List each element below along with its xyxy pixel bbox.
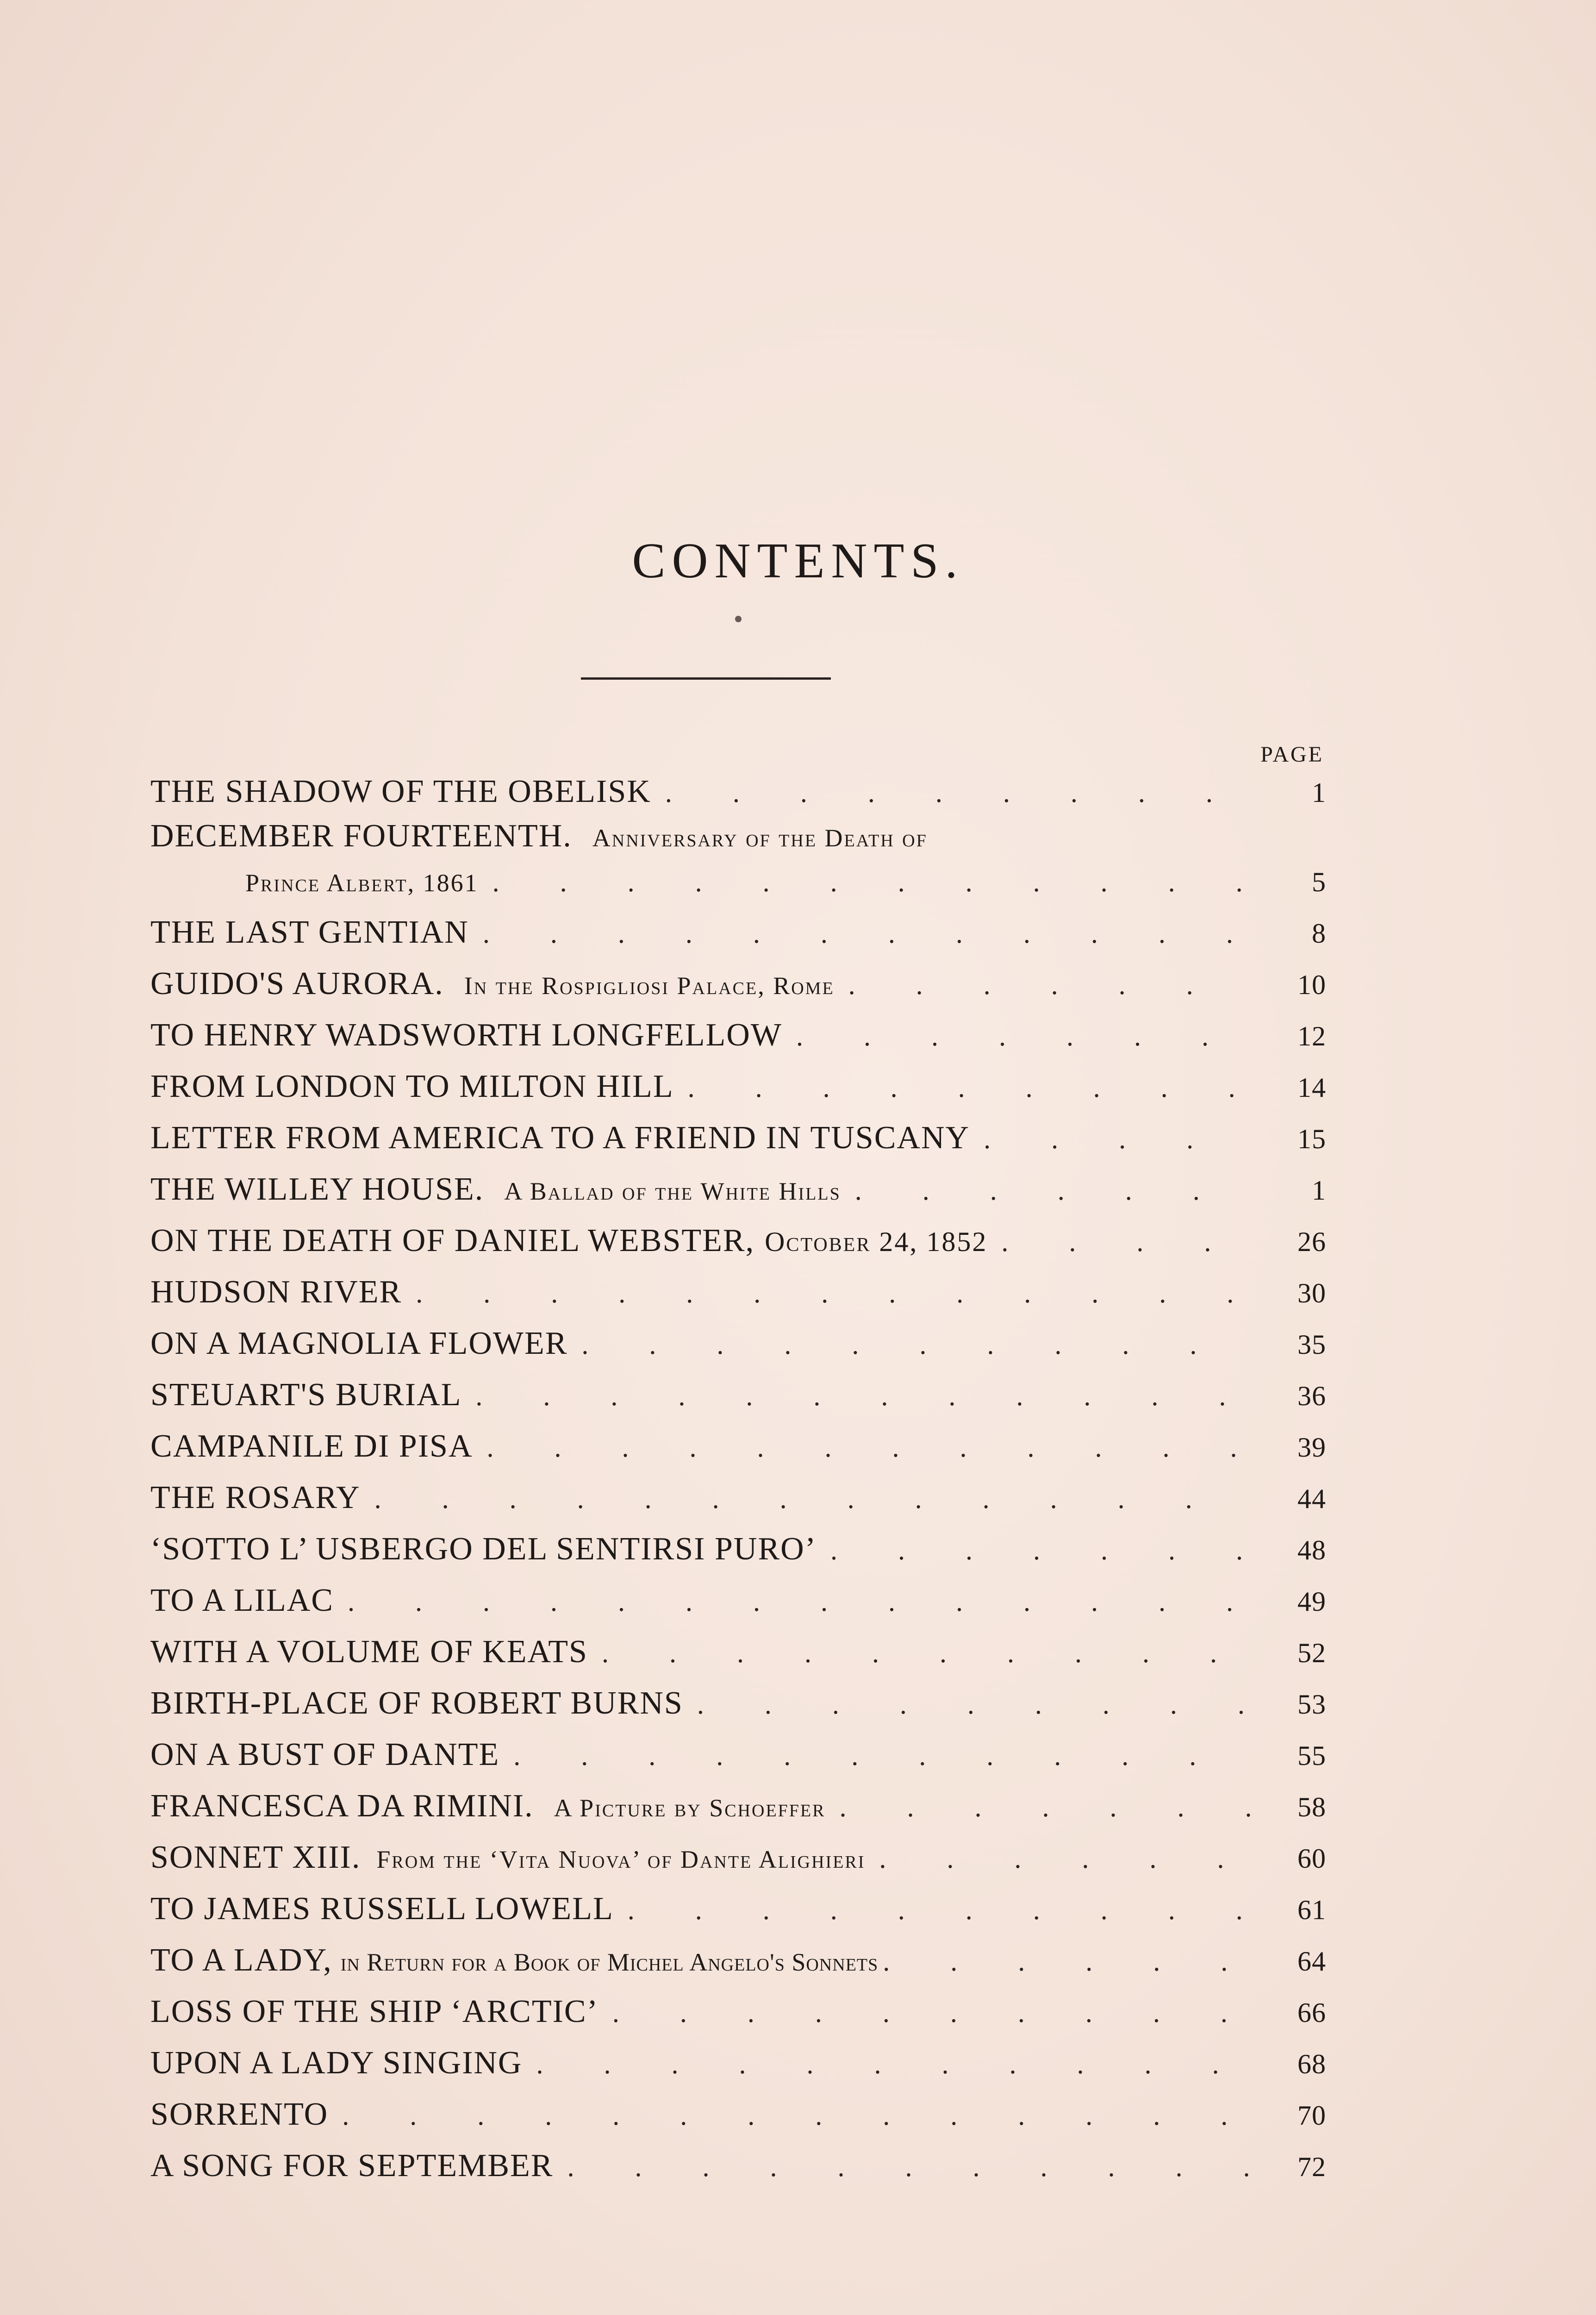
- dot-leader: [1001, 1216, 1252, 1268]
- entry-title: THE LAST GENTIAN: [150, 914, 469, 950]
- dot-leader: [536, 2039, 1253, 2090]
- entry-subtitle: in Return for a Book of Michel Angelo's Sonnets: [340, 1948, 879, 1976]
- entry-title: LOSS OF THE SHIP ‘ARCTIC’: [150, 1994, 598, 2029]
- toc-entry: [150, 907, 1326, 958]
- entry-title: BIRTH-PLACE OF ROBERT BURNS: [150, 1685, 683, 1721]
- dot-leader: [628, 1884, 1252, 1936]
- toc-entry: [150, 1626, 1326, 1677]
- dot-leader: [688, 1062, 1252, 1114]
- entry-page: 12: [1297, 1021, 1326, 1051]
- dot-leader: [665, 770, 1252, 816]
- toc-entry: [150, 1009, 1326, 1061]
- entry-title: SONNET XIII.: [150, 1839, 361, 1875]
- toc-entry: [150, 1164, 1326, 1215]
- entry-title: HUDSON RIVER: [150, 1274, 402, 1310]
- entry-page: 8: [1312, 918, 1326, 949]
- dot-leader: [487, 1422, 1252, 1473]
- entry-page: 10: [1297, 970, 1326, 1000]
- dot-leader: [848, 959, 1252, 1011]
- entry-page: 72: [1297, 2152, 1326, 2182]
- entry-page: 58: [1297, 1792, 1326, 1822]
- entry-title: LETTER FROM AMERICA TO A FRIEND IN TUSCANY: [150, 1120, 970, 1156]
- dot-leader: [879, 1833, 1252, 1884]
- entry-title: FROM LONDON TO MILTON HILL: [150, 1069, 674, 1104]
- entry-subtitle-continued: Prince Albert, 1861: [245, 869, 479, 897]
- toc-entry: [150, 1934, 1326, 1986]
- entry-page: 66: [1297, 1997, 1326, 2028]
- entry-page: 53: [1297, 1689, 1326, 1720]
- dot-leader: [984, 1114, 1252, 1165]
- toc-entry: [150, 1729, 1326, 1780]
- dot-leader: [697, 1679, 1252, 1730]
- entry-page: 70: [1297, 2100, 1326, 2131]
- contents-list: [150, 769, 1326, 2191]
- entry-page: 14: [1297, 1072, 1326, 1103]
- entry-title: ON A MAGNOLIA FLOWER: [150, 1326, 568, 1361]
- entry-title: DECEMBER FOURTEENTH.: [150, 818, 572, 854]
- entry-title: ON THE DEATH OF DANIEL WEBSTER,: [150, 1223, 755, 1258]
- entry-page: 55: [1297, 1740, 1326, 1771]
- toc-entry: [150, 2140, 1326, 2191]
- entry-page: 68: [1297, 2049, 1326, 2079]
- dot-leader: [513, 1730, 1252, 1782]
- toc-entry: [150, 958, 1326, 1009]
- entry-page: 64: [1297, 1946, 1326, 1977]
- entry-page: 1: [1312, 1175, 1326, 1206]
- entry-title: THE WILLEY HOUSE.: [150, 1171, 484, 1207]
- toc-entry: [150, 1369, 1326, 1420]
- entry-page: 61: [1297, 1895, 1326, 1925]
- page-column-label: PAGE: [1260, 742, 1324, 767]
- toc-entry: [150, 1215, 1326, 1266]
- entry-title: FRANCESCA DA RIMINI.: [150, 1788, 534, 1824]
- entry-title: SORRENTO: [150, 2096, 329, 2132]
- entry-title: TO HENRY WADSWORTH LONGFELLOW: [150, 1017, 782, 1053]
- entry-page: 26: [1297, 1226, 1326, 1257]
- toc-entry: [150, 1112, 1326, 1164]
- dot-leader: [840, 1782, 1253, 1833]
- entry-title: GUIDO'S AURORA.: [150, 966, 444, 1001]
- toc-entry: [150, 1318, 1326, 1369]
- toc-entry: [150, 1523, 1326, 1575]
- entry-page: 30: [1297, 1278, 1326, 1308]
- toc-entry: [150, 1575, 1326, 1626]
- dot-leader: [612, 1987, 1252, 2039]
- dot-leader: [567, 2141, 1252, 2193]
- entry-title: THE ROSARY: [150, 1480, 361, 1515]
- entry-title: THE SHADOW OF THE OBELISK: [150, 774, 651, 809]
- toc-entry: [150, 1883, 1326, 1934]
- toc-entry: [150, 1472, 1326, 1523]
- toc-entry: [150, 815, 1326, 857]
- entry-page: 35: [1297, 1329, 1326, 1360]
- entry-title: TO A LILAC: [150, 1583, 334, 1618]
- toc-entry: [150, 1677, 1326, 1729]
- entry-title: WITH A VOLUME OF KEATS: [150, 1634, 588, 1670]
- entry-subtitle: A Ballad of the White Hills: [504, 1177, 841, 1205]
- entry-page: 39: [1297, 1432, 1326, 1463]
- toc-entry: [150, 1832, 1326, 1883]
- dot-leader: [348, 1576, 1252, 1627]
- toc-entry: [150, 769, 1326, 815]
- dot-leader: [855, 1165, 1252, 1216]
- entry-title: ON A BUST OF DANTE: [150, 1737, 500, 1772]
- entry-title: ‘SOTTO L’ USBERGO DEL SENTIRSI PURO’: [150, 1531, 817, 1567]
- entry-title: A SONG FOR SEPTEMBER: [150, 2148, 554, 2184]
- dot-leader: [493, 857, 1252, 907]
- entry-title: UPON A LADY SINGING: [150, 2045, 523, 2081]
- entry-page: 1: [1312, 777, 1326, 808]
- entry-page: 15: [1297, 1124, 1326, 1154]
- dot-leader: [581, 1319, 1252, 1370]
- dot-leader: [342, 2090, 1252, 2141]
- entry-page: 36: [1297, 1381, 1326, 1411]
- toc-entry: [150, 2037, 1326, 2089]
- toc-entry: [150, 1266, 1326, 1318]
- toc-entry: [150, 1061, 1326, 1112]
- toc-entry: [150, 2089, 1326, 2140]
- page-title: CONTENTS.: [632, 533, 964, 588]
- dot-leader: [475, 1370, 1252, 1422]
- dot-leader: [483, 908, 1252, 959]
- entry-title: STEUART'S BURIAL: [150, 1377, 462, 1413]
- dot-leader: [374, 1473, 1252, 1525]
- entry-subtitle: A Picture by Schoeffer: [554, 1794, 826, 1822]
- ornament-dot: [735, 616, 742, 622]
- dot-leader: [830, 1525, 1252, 1576]
- entry-subtitle: From the ‘Vita Nuova’ of Dante Alighieri: [376, 1846, 866, 1873]
- toc-entry: [150, 1420, 1326, 1472]
- entry-page: 5: [1312, 867, 1326, 897]
- entry-subtitle: Anniversary of the Death of: [592, 824, 928, 852]
- entry-subtitle: In the Rospigliosi Palace, Rome: [464, 972, 835, 1000]
- entry-page: 48: [1297, 1535, 1326, 1565]
- toc-entry: [150, 1780, 1326, 1832]
- entry-title: CAMPANILE DI PISA: [150, 1428, 473, 1464]
- toc-entry: [150, 1986, 1326, 2037]
- toc-entry-continuation: [150, 857, 1326, 907]
- entry-page: 44: [1297, 1483, 1326, 1514]
- entry-title: TO JAMES RUSSELL LOWELL: [150, 1891, 614, 1927]
- entry-page: 49: [1297, 1586, 1326, 1617]
- entry-title: TO A LADY,: [150, 1942, 332, 1978]
- dot-leader: [416, 1268, 1252, 1319]
- entry-page: 60: [1297, 1843, 1326, 1874]
- entry-subtitle: October 24, 1852: [765, 1226, 988, 1257]
- dot-leader: [883, 1936, 1275, 1987]
- title-rule: [581, 677, 831, 680]
- dot-leader: [602, 1627, 1252, 1679]
- dot-leader: [796, 1011, 1252, 1062]
- entry-page: 52: [1297, 1638, 1326, 1668]
